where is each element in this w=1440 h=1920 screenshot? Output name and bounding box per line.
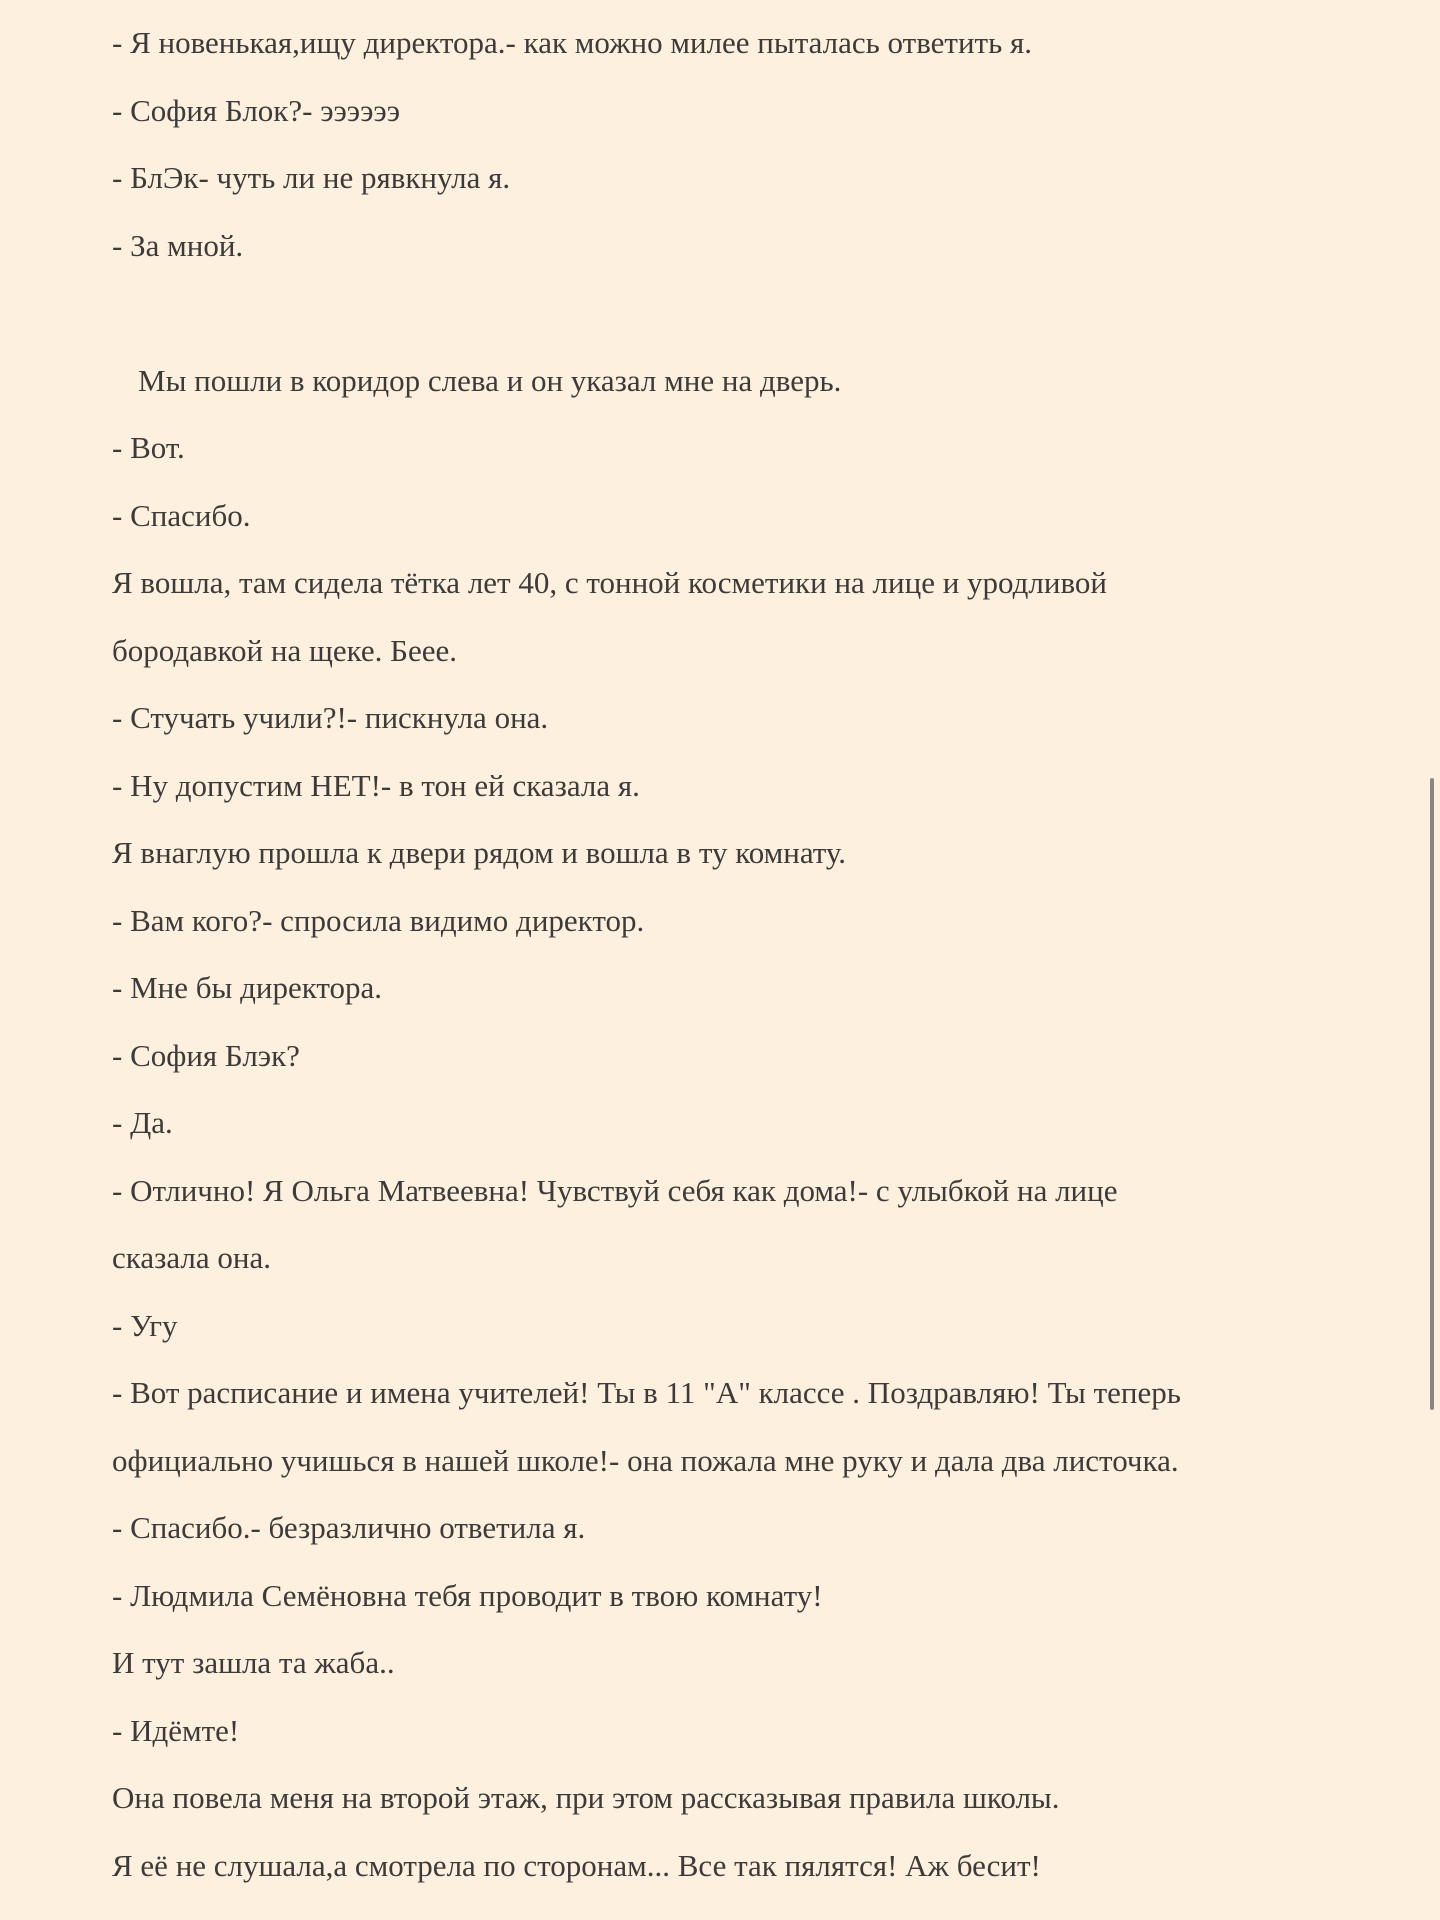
- dialogue-line: - БлЭк- чуть ли не рявкнула я.: [112, 160, 511, 195]
- dialogue-line: официально учишься в нашей школе!- она пожала мне руку и дала два листочка.: [112, 1442, 1179, 1478]
- dialogue-line: - Мне бы директора.: [112, 970, 383, 1005]
- narration-line: И тут зашла та жаба..: [112, 1645, 395, 1680]
- dialogue-line: сказала она.: [112, 1240, 271, 1275]
- dialogue-line: - Идёмте!: [112, 1712, 240, 1748]
- dialogue-line: - Да.: [112, 1105, 173, 1140]
- dialogue-line: - Спасибо.: [112, 497, 251, 533]
- dialogue-line: - Отлично! Я Ольга Матвеевна! Чувствуй себя как дома!- с улыбкой на лице: [112, 1172, 1118, 1208]
- dialogue-line: - Вам кого?- спросила видимо директор.: [112, 902, 645, 938]
- dialogue-line: - Людмила Семёновна тебя проводит в твою комнату!: [112, 1577, 823, 1613]
- paragraph-gap: [112, 284, 1312, 352]
- narration-line: Я внаглую прошла к двери рядом и вошла в ту комнату.: [112, 835, 847, 870]
- dialogue-line: - Я новенькая,ищу директора.- как можно милее пыталась ответить я.: [112, 25, 1032, 60]
- narration-line: Я её не слушала,а смотрела по сторонам... Все так пялятся! Аж бесит!: [112, 1847, 1041, 1883]
- narration-line: Я вошла, там сидела тётка лет 40, с тонной косметики на лице и уродливой: [112, 565, 1107, 600]
- narration-line: Она повела меня на второй этаж, при этом рассказывая правила школы.: [112, 1780, 1060, 1815]
- narration-line: Мы пошли в коридор слева и он указал мне на дверь.: [138, 362, 842, 398]
- dialogue-line: - Вот.: [112, 430, 185, 465]
- dialogue-line: - Угу: [112, 1307, 178, 1343]
- dialogue-line: - София Блок?- ээээээ: [112, 92, 401, 128]
- dialogue-line: - Спасибо.- безразлично ответила я.: [112, 1510, 586, 1545]
- dialogue-line: - Стучать учили?!- пискнула она.: [112, 700, 549, 735]
- scrollbar[interactable]: [1430, 778, 1434, 1410]
- narration-line: бородавкой на щеке. Бeee.: [112, 632, 457, 668]
- dialogue-line: - Ну допустим НЕТ!- в тон ей сказала я.: [112, 767, 640, 803]
- dialogue-line: - За мной.: [112, 227, 244, 263]
- dialogue-line: - Вот расписание и имена учителей! Ты в 11 "А" классе . Поздравляю! Ты теперь: [112, 1375, 1181, 1410]
- dialogue-line: - София Блэк?: [112, 1037, 300, 1073]
- story-text: [112, 14, 1312, 1904]
